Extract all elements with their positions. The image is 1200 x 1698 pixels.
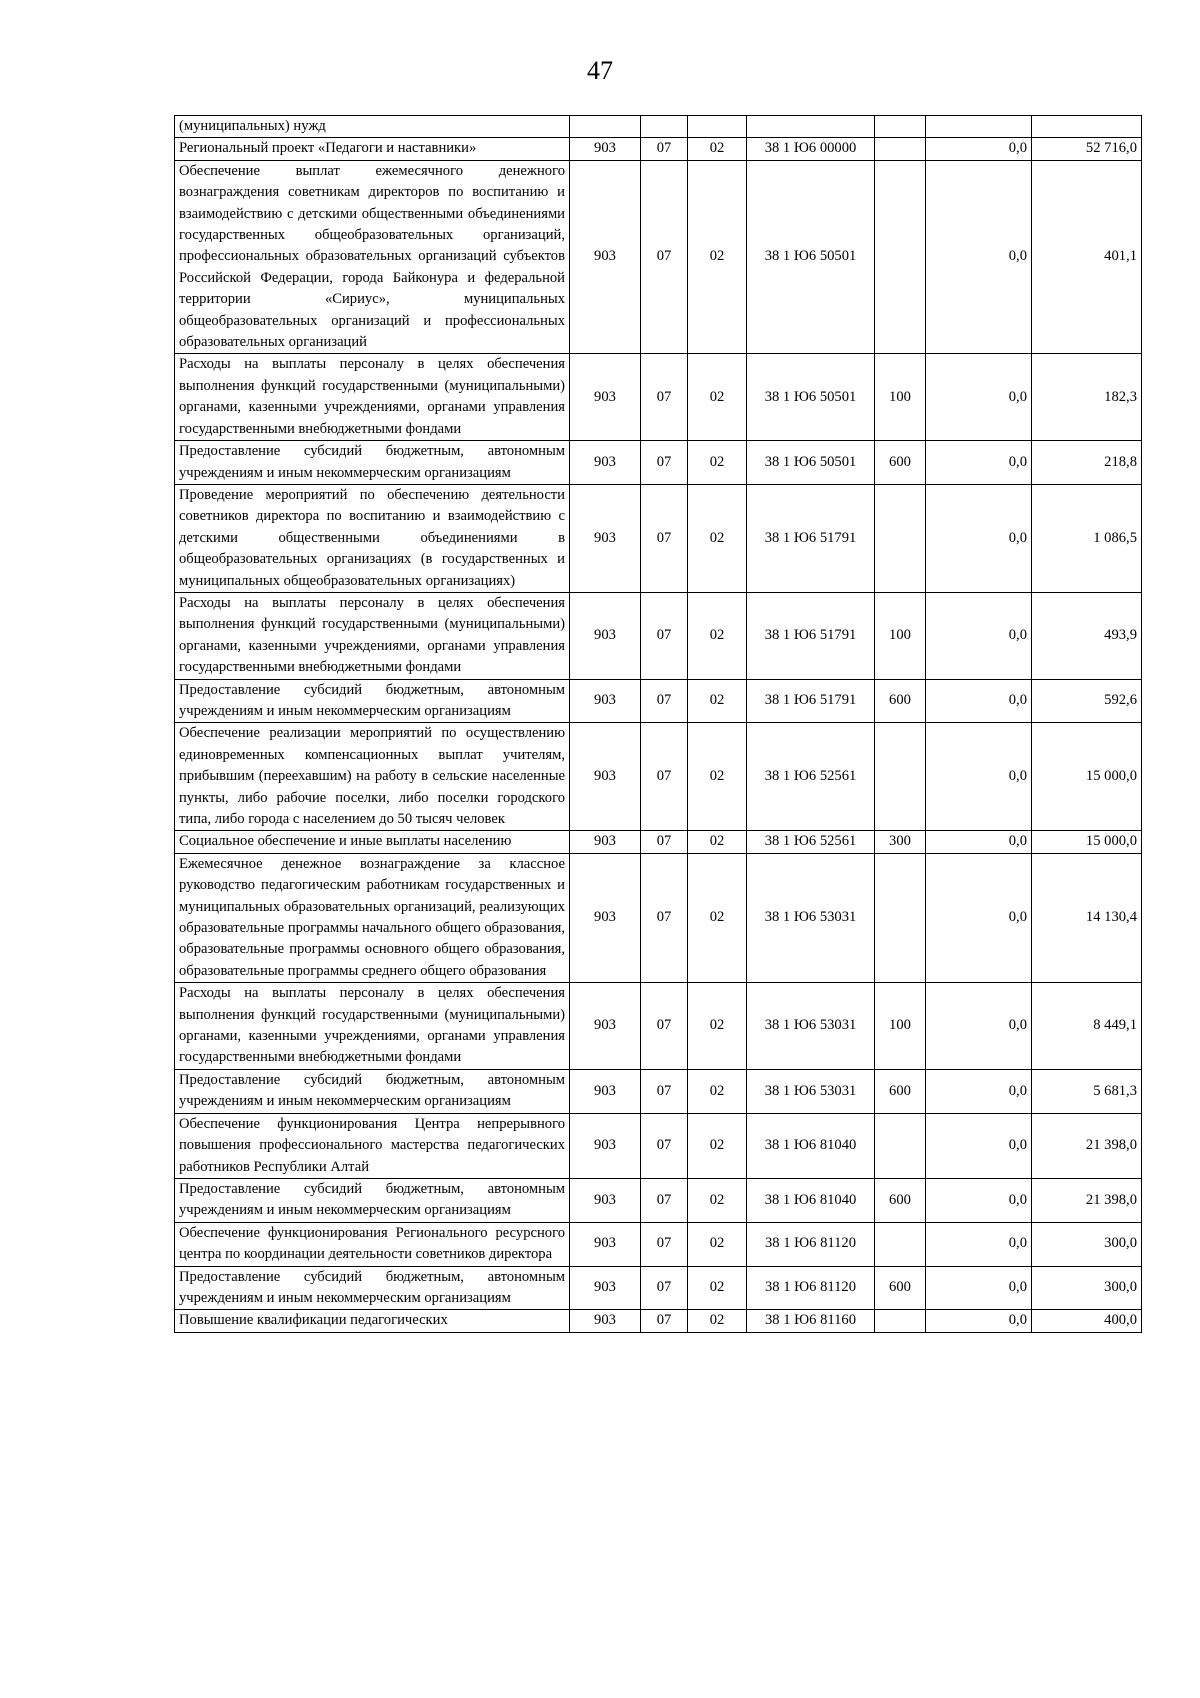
section-code-cell: 07 xyxy=(641,723,688,831)
target-article-cell: 38 1 Ю6 53031 xyxy=(747,1069,875,1113)
amount-cell: 0,0 xyxy=(926,1222,1032,1266)
target-article-cell: 38 1 Ю6 52561 xyxy=(747,831,875,853)
ministry-code-cell: 903 xyxy=(570,1310,641,1332)
section-code-cell: 07 xyxy=(641,679,688,723)
amount-cell: 1 086,5 xyxy=(1032,484,1142,592)
target-article-cell: 38 1 Ю6 50501 xyxy=(747,354,875,441)
amount-cell: 493,9 xyxy=(1032,592,1142,679)
section-code-cell: 07 xyxy=(641,831,688,853)
expense-type-cell: 600 xyxy=(875,1069,926,1113)
amount-cell: 15 000,0 xyxy=(1032,723,1142,831)
ministry-code-cell: 903 xyxy=(570,592,641,679)
table-row xyxy=(175,679,1142,723)
ministry-code-cell: 903 xyxy=(570,138,641,160)
ministry-code-cell: 903 xyxy=(570,983,641,1070)
amount-cell: 52 716,0 xyxy=(1032,138,1142,160)
amount-cell: 0,0 xyxy=(926,1310,1032,1332)
amount-cell: 0,0 xyxy=(926,723,1032,831)
amount-cell: 592,6 xyxy=(1032,679,1142,723)
row-name-cell: Обеспечение реализации мероприятий по осуществлению единовременных компенсационных выплат учителям, прибывшим (переехавшим) на работу в сельские населенные пункты, либо рабочие поселки, либо поселки городского типа, либо города с населением до 50 тысяч человек xyxy=(175,723,570,831)
amount-cell: 0,0 xyxy=(926,1266,1032,1310)
ministry-code-cell: 903 xyxy=(570,1178,641,1222)
ministry-code-cell: 903 xyxy=(570,853,641,982)
amount-cell: 0,0 xyxy=(926,160,1032,354)
amount-cell: 0,0 xyxy=(926,1113,1032,1178)
expense-type-cell: 600 xyxy=(875,679,926,723)
section-code-cell: 07 xyxy=(641,1069,688,1113)
subsection-code-cell: 02 xyxy=(688,354,747,441)
target-article-cell: 38 1 Ю6 81160 xyxy=(747,1310,875,1332)
target-article-cell: 38 1 Ю6 51791 xyxy=(747,592,875,679)
subsection-code-cell: 02 xyxy=(688,831,747,853)
section-code-cell: 07 xyxy=(641,1222,688,1266)
row-name-cell: Обеспечение функционирования Центра непрерывного повышения профессионального мастерства педагогических работников Республики Алтай xyxy=(175,1113,570,1178)
amount-cell: 0,0 xyxy=(926,138,1032,160)
amount-cell: 0,0 xyxy=(926,679,1032,723)
subsection-code-cell: 02 xyxy=(688,441,747,485)
section-code-cell: 07 xyxy=(641,1310,688,1332)
expense-type-cell: 600 xyxy=(875,1266,926,1310)
expense-type-cell xyxy=(875,853,926,982)
ministry-code-cell: 903 xyxy=(570,354,641,441)
amount-cell: 218,8 xyxy=(1032,441,1142,485)
ministry-code-cell xyxy=(570,116,641,138)
expense-type-cell xyxy=(875,116,926,138)
page-number: 47 xyxy=(587,56,613,85)
subsection-code-cell: 02 xyxy=(688,983,747,1070)
subsection-code-cell: 02 xyxy=(688,679,747,723)
target-article-cell: 38 1 Ю6 81040 xyxy=(747,1178,875,1222)
table-row xyxy=(175,138,1142,160)
target-article-cell: 38 1 Ю6 51791 xyxy=(747,679,875,723)
table-body xyxy=(175,116,1142,1333)
amount-cell: 0,0 xyxy=(926,831,1032,853)
amount-cell: 5 681,3 xyxy=(1032,1069,1142,1113)
section-code-cell xyxy=(641,116,688,138)
section-code-cell: 07 xyxy=(641,592,688,679)
row-name-cell: Региональный проект «Педагоги и наставники» xyxy=(175,138,570,160)
row-name-cell: Проведение мероприятий по обеспечению деятельности советников директора по воспитанию и взаимодействию с детскими общественными объединениями в общеобразовательных организациях (в государственных и муниципальных общеобразовательных организациях) xyxy=(175,484,570,592)
amount-cell: 8 449,1 xyxy=(1032,983,1142,1070)
row-name-cell: Расходы на выплаты персоналу в целях обеспечения выполнения функций государственными (муниципальными) органами, казенными учреждениями, органами управления государственными внебюджетными фондами xyxy=(175,354,570,441)
expense-type-cell xyxy=(875,1222,926,1266)
row-name-cell: Обеспечение функционирования Регионального ресурсного центра по координации деятельности советников директора xyxy=(175,1222,570,1266)
row-name-cell: Предоставление субсидий бюджетным, автономным учреждениям и иным некоммерческим организациям xyxy=(175,1069,570,1113)
subsection-code-cell: 02 xyxy=(688,1222,747,1266)
subsection-code-cell: 02 xyxy=(688,1266,747,1310)
expense-type-cell xyxy=(875,1310,926,1332)
expense-type-cell: 100 xyxy=(875,354,926,441)
table-row xyxy=(175,983,1142,1070)
ministry-code-cell: 903 xyxy=(570,1113,641,1178)
section-code-cell: 07 xyxy=(641,983,688,1070)
table-row xyxy=(175,723,1142,831)
expense-type-cell: 300 xyxy=(875,831,926,853)
row-name-cell: Предоставление субсидий бюджетным, автономным учреждениям и иным некоммерческим организациям xyxy=(175,441,570,485)
table-row xyxy=(175,1310,1142,1332)
row-name-cell: Предоставление субсидий бюджетным, автономным учреждениям и иным некоммерческим организациям xyxy=(175,1178,570,1222)
table-row xyxy=(175,484,1142,592)
subsection-code-cell: 02 xyxy=(688,1178,747,1222)
subsection-code-cell: 02 xyxy=(688,1069,747,1113)
table-row xyxy=(175,1222,1142,1266)
table-row xyxy=(175,441,1142,485)
target-article-cell: 38 1 Ю6 52561 xyxy=(747,723,875,831)
subsection-code-cell: 02 xyxy=(688,484,747,592)
row-name-cell: Предоставление субсидий бюджетным, автономным учреждениям и иным некоммерческим организациям xyxy=(175,679,570,723)
section-code-cell: 07 xyxy=(641,354,688,441)
ministry-code-cell: 903 xyxy=(570,723,641,831)
ministry-code-cell: 903 xyxy=(570,831,641,853)
amount-cell: 14 130,4 xyxy=(1032,853,1142,982)
amount-cell: 182,3 xyxy=(1032,354,1142,441)
target-article-cell: 38 1 Ю6 81120 xyxy=(747,1222,875,1266)
amount-cell: 15 000,0 xyxy=(1032,831,1142,853)
ministry-code-cell: 903 xyxy=(570,1069,641,1113)
section-code-cell: 07 xyxy=(641,138,688,160)
expense-type-cell: 100 xyxy=(875,592,926,679)
ministry-code-cell: 903 xyxy=(570,441,641,485)
expense-type-cell xyxy=(875,484,926,592)
target-article-cell: 38 1 Ю6 53031 xyxy=(747,853,875,982)
table-row xyxy=(175,853,1142,982)
amount-cell: 0,0 xyxy=(926,983,1032,1070)
subsection-code-cell: 02 xyxy=(688,723,747,831)
ministry-code-cell: 903 xyxy=(570,160,641,354)
subsection-code-cell xyxy=(688,116,747,138)
section-code-cell: 07 xyxy=(641,160,688,354)
ministry-code-cell: 903 xyxy=(570,1222,641,1266)
budget-table xyxy=(174,115,1142,1333)
ministry-code-cell: 903 xyxy=(570,1266,641,1310)
table-row xyxy=(175,831,1142,853)
amount-cell: 401,1 xyxy=(1032,160,1142,354)
row-name-cell: Повышение квалификации педагогических xyxy=(175,1310,570,1332)
amount-cell: 300,0 xyxy=(1032,1222,1142,1266)
expense-type-cell: 100 xyxy=(875,983,926,1070)
expense-type-cell xyxy=(875,160,926,354)
table-row xyxy=(175,160,1142,354)
amount-cell: 0,0 xyxy=(926,592,1032,679)
subsection-code-cell: 02 xyxy=(688,138,747,160)
amount-cell: 300,0 xyxy=(1032,1266,1142,1310)
target-article-cell: 38 1 Ю6 81120 xyxy=(747,1266,875,1310)
amount-cell: 0,0 xyxy=(926,354,1032,441)
amount-cell: 0,0 xyxy=(926,441,1032,485)
amount-cell: 400,0 xyxy=(1032,1310,1142,1332)
row-name-cell: Ежемесячное денежное вознаграждение за классное руководство педагогическим работникам государственных и муниципальных образовательных организаций, реализующих образовательные программы начального общего образования, образовательные программы основного общего образования, образовательные программы среднего общего образования xyxy=(175,853,570,982)
subsection-code-cell: 02 xyxy=(688,853,747,982)
amount-cell: 21 398,0 xyxy=(1032,1178,1142,1222)
table-row xyxy=(175,1069,1142,1113)
target-article-cell: 38 1 Ю6 51791 xyxy=(747,484,875,592)
row-name-cell: Расходы на выплаты персоналу в целях обеспечения выполнения функций государственными (муниципальными) органами, казенными учреждениями, органами управления государственными внебюджетными фондами xyxy=(175,592,570,679)
target-article-cell: 38 1 Ю6 00000 xyxy=(747,138,875,160)
table-row xyxy=(175,1266,1142,1310)
table-row xyxy=(175,1178,1142,1222)
amount-cell: 0,0 xyxy=(926,1069,1032,1113)
subsection-code-cell: 02 xyxy=(688,1113,747,1178)
row-name-cell: Расходы на выплаты персоналу в целях обеспечения выполнения функций государственными (муниципальными) органами, казенными учреждениями, органами управления государственными внебюджетными фондами xyxy=(175,983,570,1070)
target-article-cell: 38 1 Ю6 81040 xyxy=(747,1113,875,1178)
section-code-cell: 07 xyxy=(641,1266,688,1310)
section-code-cell: 07 xyxy=(641,441,688,485)
expense-type-cell: 600 xyxy=(875,441,926,485)
expense-type-cell xyxy=(875,1113,926,1178)
target-article-cell: 38 1 Ю6 50501 xyxy=(747,160,875,354)
table-row xyxy=(175,592,1142,679)
section-code-cell: 07 xyxy=(641,1113,688,1178)
expense-type-cell xyxy=(875,723,926,831)
row-name-cell: Социальное обеспечение и иные выплаты населению xyxy=(175,831,570,853)
row-name-cell: (муниципальных) нужд xyxy=(175,116,570,138)
subsection-code-cell: 02 xyxy=(688,592,747,679)
table-row xyxy=(175,116,1142,138)
amount-cell xyxy=(926,116,1032,138)
expense-type-cell xyxy=(875,138,926,160)
subsection-code-cell: 02 xyxy=(688,160,747,354)
table-row xyxy=(175,1113,1142,1178)
ministry-code-cell: 903 xyxy=(570,679,641,723)
amount-cell: 0,0 xyxy=(926,1178,1032,1222)
amount-cell: 0,0 xyxy=(926,484,1032,592)
section-code-cell: 07 xyxy=(641,1178,688,1222)
row-name-cell: Обеспечение выплат ежемесячного денежного вознаграждения советникам директоров по воспитанию и взаимодействию с детскими общественными объединениями государственных общеобразовательных организаций, профессиональных образовательных организаций субъектов Российской Федерации, города Байконура и федеральной территории «Сириус», муниципальных общеобразовательных организаций и профессиональных образовательных организаций xyxy=(175,160,570,354)
table-row xyxy=(175,354,1142,441)
row-name-cell: Предоставление субсидий бюджетным, автономным учреждениям и иным некоммерческим организациям xyxy=(175,1266,570,1310)
subsection-code-cell: 02 xyxy=(688,1310,747,1332)
section-code-cell: 07 xyxy=(641,853,688,982)
amount-cell: 0,0 xyxy=(926,853,1032,982)
ministry-code-cell: 903 xyxy=(570,484,641,592)
section-code-cell: 07 xyxy=(641,484,688,592)
target-article-cell: 38 1 Ю6 50501 xyxy=(747,441,875,485)
expense-type-cell: 600 xyxy=(875,1178,926,1222)
target-article-cell: 38 1 Ю6 53031 xyxy=(747,983,875,1070)
amount-cell xyxy=(1032,116,1142,138)
target-article-cell xyxy=(747,116,875,138)
amount-cell: 21 398,0 xyxy=(1032,1113,1142,1178)
